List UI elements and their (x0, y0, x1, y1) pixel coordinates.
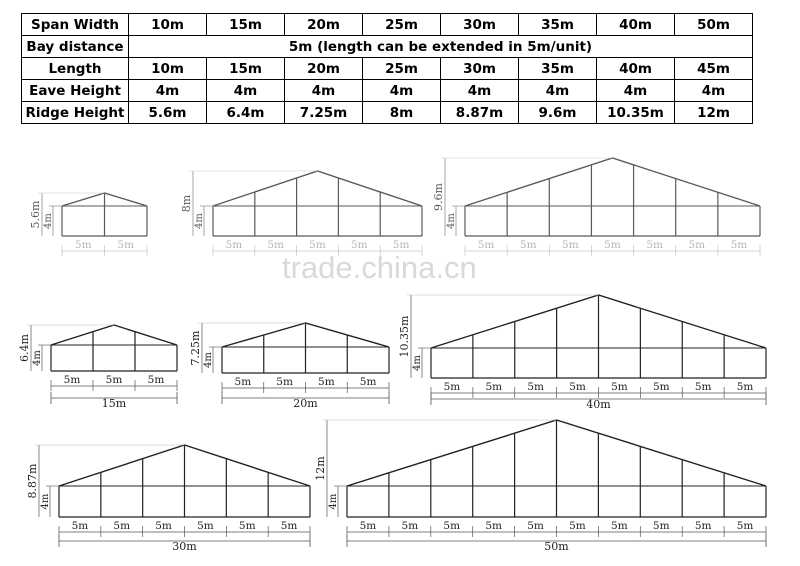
table-cell: 30m (441, 58, 519, 80)
table-cell: 7.25m (285, 102, 363, 124)
table-cell: 30m (441, 14, 519, 36)
ridge-height-label: 5.6m (29, 200, 42, 229)
roof-line (213, 171, 422, 206)
span-label: 20m (293, 397, 318, 410)
bay-label: 5m (359, 376, 377, 388)
table-cell: 35m (519, 58, 597, 80)
watermark: trade.china.cn (282, 250, 477, 285)
table-cell: 4m (675, 80, 753, 102)
bay-label: 5m (527, 520, 544, 532)
bay-label: 5m (234, 376, 252, 388)
table-cell: 10m (129, 58, 207, 80)
bay-label: 5m (197, 520, 214, 532)
table-cell: 9.6m (519, 102, 597, 124)
ridge-height-label: 6.4m (18, 334, 31, 362)
table-cell: 50m (675, 14, 753, 36)
table-cell: 6.4m (207, 102, 285, 124)
bay-label: 5m (694, 520, 712, 532)
eave-height-label: 4m (412, 355, 423, 371)
bay-label: 5m (280, 520, 298, 532)
table-cell: 4m (363, 80, 441, 102)
span-label: 40m (586, 398, 611, 411)
eave-height-label: 4m (32, 350, 43, 366)
bay-label: 5m (238, 520, 256, 532)
tent-diagram-span-40m (398, 295, 766, 411)
bay-label: 5m (611, 381, 628, 393)
ridge-height-label: 8.87m (26, 463, 39, 499)
bay-label: 5m (318, 376, 335, 388)
table-cell: 25m (363, 14, 441, 36)
bay-label: 5m (611, 520, 628, 532)
row-header: Length (22, 58, 129, 80)
bay-label: 5m (113, 520, 131, 532)
bay-label: 5m (105, 374, 123, 386)
table-cell: 8.87m (441, 102, 519, 124)
bay-label: 5m (569, 381, 586, 393)
bay-label: 5m (63, 374, 81, 386)
bay-label: 5m (736, 520, 754, 532)
bay-label: 5m (527, 381, 545, 393)
table-cell: 5.6m (129, 102, 207, 124)
table-cell: 4m (285, 80, 363, 102)
span-label: 15m (101, 397, 127, 410)
table-cell: 10.35m (597, 102, 675, 124)
bay-label: 5m (652, 381, 670, 393)
table-cell: 8m (363, 102, 441, 124)
bay-label: 5m (147, 374, 165, 386)
table-cell: 4m (441, 80, 519, 102)
table-cell: 4m (129, 80, 207, 102)
bay-label: 5m (71, 520, 89, 532)
tent-diagram-span-20m (189, 323, 389, 410)
table-cell: 4m (519, 80, 597, 102)
row-header: Ridge Height (22, 102, 129, 124)
row-header: Span Width (22, 14, 129, 36)
bay-label: 5m (359, 520, 377, 532)
table-cell: 4m (597, 80, 675, 102)
ridge-height-label: 7.25m (189, 330, 202, 366)
bay-label: 5m (485, 520, 502, 532)
table-cell: 25m (363, 58, 441, 80)
tent-diagram-span-15m (18, 325, 177, 410)
bay-label: 5m (443, 381, 461, 393)
span-label: 30m (172, 540, 197, 553)
table-cell: 15m (207, 58, 285, 80)
bay-label: 5m (401, 520, 419, 532)
bay-label: 5m (276, 376, 293, 388)
table-cell: 35m (519, 14, 597, 36)
bay-label: 5m (736, 381, 754, 393)
table-cell: 15m (207, 14, 285, 36)
tent-diagram-span-50m (314, 420, 766, 553)
table-cell: 40m (597, 14, 675, 36)
eave-height-label: 4m (203, 352, 214, 368)
table-cell: 4m (207, 80, 285, 102)
ridge-height-label: 9.6m (432, 183, 445, 211)
table-cell: 5m (length can be extended in 5m/unit) (129, 36, 753, 58)
eave-height-label: 4m (328, 493, 339, 510)
eave-height-label: 4m (40, 493, 51, 510)
table-cell: 45m (675, 58, 753, 80)
ridge-height-label: 8m (180, 194, 193, 213)
row-header: Bay distance (22, 36, 129, 58)
bay-label: 5m (694, 381, 712, 393)
table-cell: 12m (675, 102, 753, 124)
eave-height-label: 4m (43, 213, 54, 229)
bay-label: 5m (569, 520, 586, 532)
eave-height-label: 4m (194, 213, 205, 229)
bay-label: 5m (485, 381, 503, 393)
table-cell: 20m (285, 58, 363, 80)
eave-height-label: 4m (446, 213, 457, 229)
span-label: 50m (544, 540, 569, 553)
table-cell: 10m (129, 14, 207, 36)
table-cell: 40m (597, 58, 675, 80)
bay-label: 5m (443, 520, 461, 532)
ridge-height-label: 10.35m (398, 315, 411, 358)
roof-line (465, 158, 760, 206)
bay-label: 5m (652, 520, 670, 532)
row-header: Eave Height (22, 80, 129, 102)
roof-line (51, 325, 177, 345)
ridge-height-label: 12m (314, 456, 327, 481)
table-cell: 20m (285, 14, 363, 36)
bay-label: 5m (155, 520, 172, 532)
tent-diagram-span-30m (26, 445, 310, 553)
